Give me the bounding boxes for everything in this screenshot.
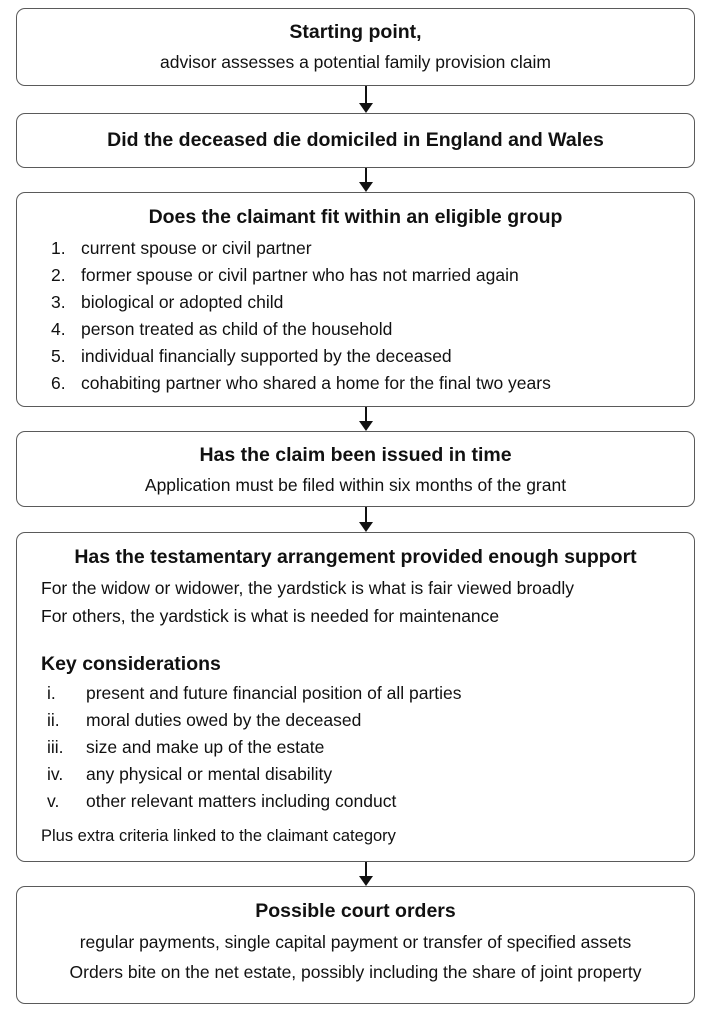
step-subtitle: advisor assesses a potential family provision claim (160, 52, 551, 72)
list-item-text: individual financially supported by the deceased (81, 346, 452, 366)
list-item-text: former spouse or civil partner who has not married again (81, 265, 519, 285)
list-item-number: i. (47, 683, 56, 703)
orders-text: regular payments, single capital payment or transfer of specified assets (79, 932, 632, 952)
step-box-court-orders (16, 886, 695, 1004)
list-item-text: current spouse or civil partner (81, 238, 312, 258)
flow-arrow (359, 168, 373, 192)
list-item-text: present and future financial position of all parties (86, 683, 462, 703)
list-item-text: cohabiting partner who shared a home for the final two years (81, 373, 551, 393)
step-subtitle: Application must be filed within six months of the grant (144, 475, 567, 495)
list-item-number: iii. (47, 737, 64, 757)
list-item-number: 2. (51, 265, 66, 285)
standard-others-text: For others, the yardstick is what is needed for maintenance (41, 606, 500, 626)
list-item-number: 5. (51, 346, 66, 366)
list-item-text: size and make up of the estate (86, 737, 325, 757)
list-item-number: 1. (51, 238, 66, 258)
flow-arrow (359, 862, 373, 886)
flow-arrow (359, 86, 373, 113)
standard-widow-text: For the widow or widower, the yardstick is what is fair viewed broadly (41, 578, 574, 598)
step-title: Did the deceased die domiciled in England and Wales (107, 129, 604, 151)
step-title: Possible court orders (255, 900, 456, 922)
step-title: Does the claimant fit within an eligible group (148, 206, 563, 228)
list-item-number: 3. (51, 292, 66, 312)
extra-criteria-text: Plus extra criteria linked to the claimant category (41, 827, 396, 845)
step-box-time-limit (16, 431, 695, 507)
list-item-number: ii. (47, 710, 60, 730)
list-item-text: other relevant matters including conduct (86, 791, 397, 811)
list-item-number: 4. (51, 319, 66, 339)
list-item-text: any physical or mental disability (86, 764, 333, 784)
step-title: Has the testamentary arrangement provided enough support (74, 546, 637, 568)
list-item-number: v. (47, 791, 60, 811)
step-box-domicile (16, 113, 695, 168)
step-box-starting-point (16, 8, 695, 86)
net-estate-text: Orders bite on the net estate, possibly including the share of joint property (69, 962, 642, 982)
step-box-reasonable-provision (16, 532, 695, 862)
flow-arrow (359, 507, 373, 532)
key-considerations-heading: Key considerations (41, 653, 221, 675)
step-title: Starting point, (289, 21, 422, 43)
step-title: Has the claim been issued in time (199, 444, 512, 466)
list-item-text: person treated as child of the household (81, 319, 393, 339)
list-item-number: 6. (51, 373, 66, 393)
step-box-eligible-group (16, 192, 695, 407)
list-item-text: moral duties owed by the deceased (86, 710, 362, 730)
list-item-text: biological or adopted child (81, 292, 284, 312)
list-item-number: iv. (47, 764, 64, 784)
flow-arrow (359, 407, 373, 431)
